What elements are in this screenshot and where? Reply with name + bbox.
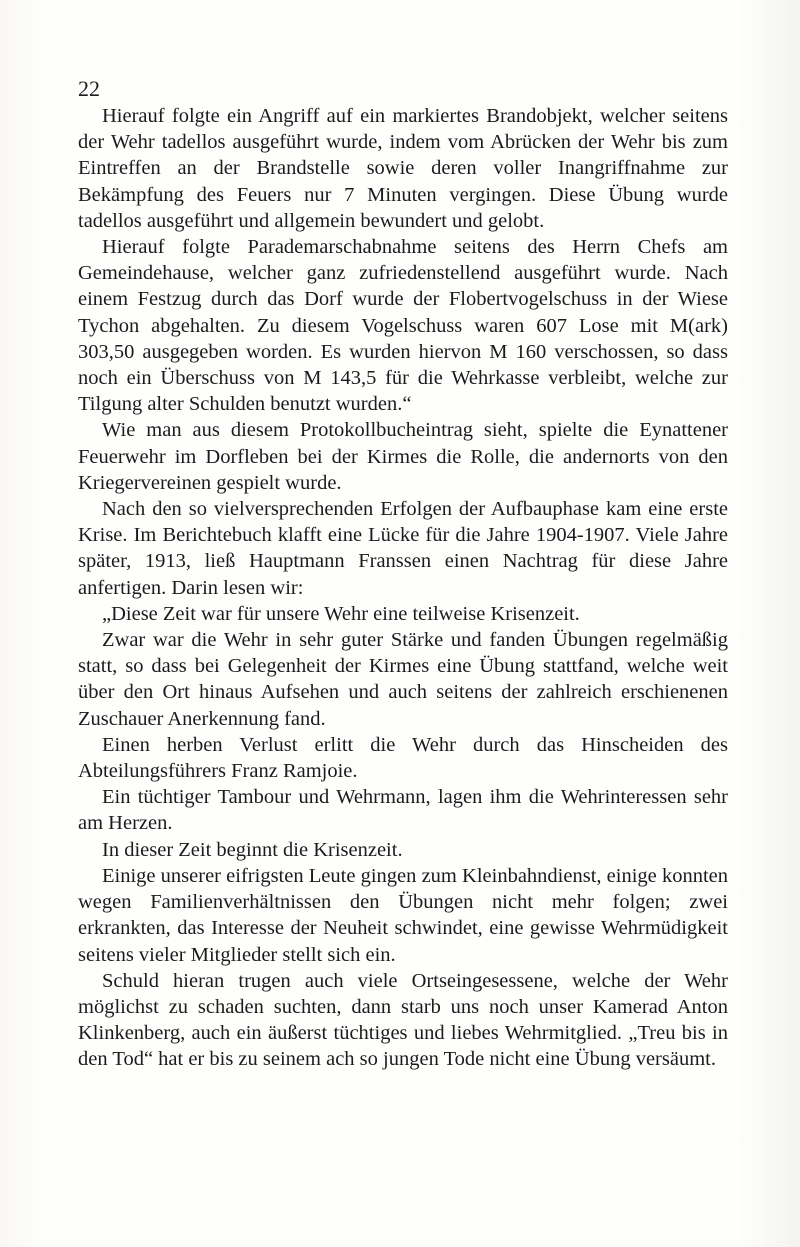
paragraph-quote-krisenzeit: „Diese Zeit war für unsere Wehr eine teilweise Krisenzeit. [102,602,580,625]
paragraph-kleinbahndienst: Einige unserer eifrigsten Leute gingen zum Kleinbahndienst, einige konnten wegen Familienverhältnissen den Übungen nicht mehr folgen; zwei erkrankten, das Interesse der Neuheit schwindet, eine gewisse Wehrmüdigkeit seitens vieler Mitglieder stellt sich ein. [78,864,728,966]
paragraph-verlust: Einen herben Verlust erlitt die Wehr durch das Hinscheiden des Abteilungsführers Franz Ramjoie. [78,733,728,783]
paragraph-schuld: Schuld hieran trugen auch viele Ortseingesessene, welche der Wehr möglichst zu schaden suchten, dann starb uns noch unser Kamerad Anton Klinkenberg, auch ein äußerst tüchtiges und liebes Wehrmitglied. „Treu bis in den Tod“ hat er bis zu seinem ach so jungen Tode nicht eine Übung versäumt. [78,969,728,1071]
paragraph-erste-krise: Nach den so vielversprechenden Erfolgen der Aufbauphase kam eine erste Krise. Im Berichtebuch klafft eine Lücke für die Jahre 1904-1907. Viele Jahre später, 1913, ließ Hauptmann Franssen einen Nachtrag für diese Jahre anfertigen. Darin lesen wir: [78,498,728,599]
paragraph-parademarsch: Hierauf folgte Parademarschabnahme seitens des Herrn Chefs am Gemeindehause, welcher ganz zufriedenstellend ausgeführt wurde. Nach einem Festzug durch das Dorf wurde der Flobertvogelschuss in der Wiese Tychon abgehalten. Zu diesem Vogelschuss waren 607 Lose mit M(ark) 303,50 ausgegeben worden. Es wurden hiervon M 160 verschossen, so dass noch ein Überschuss von M 143,5 für die Wehrkasse verbleibt, welche zur Tilgung alter Schulden benutzt wurden.“ [78,236,728,416]
page-number: 22 [78,76,100,101]
paragraph-angriff: Hierauf folgte ein Angriff auf ein markiertes Brandobjekt, welcher seitens der Wehr tadellos ausgeführt wurde, indem vom Abrücken der Wehr bis zum Eintreffen an der Brandstelle sowie deren voller Inangriffnahme zur Bekämpfung des Feuers nur 7 Minuten vergingen. Diese Übung wurde tadellos ausgeführt und allgemein bewundert und gelobt. [78,105,728,232]
paragraph-protokollbuch: Wie man aus diesem Protokollbucheintrag sieht, spielte die Eynattener Feuerwehr im Dorfleben bei der Kirmes die Rolle, die andernorts von den Kriegervereinen gespielt wurde. [78,419,728,494]
page-body-text [78,103,728,1073]
paragraph-tambour: Ein tüchtiger Tambour und Wehrmann, lagen ihm die Wehrinteressen sehr am Herzen. [78,786,728,835]
paragraph-staerke-uebungen: Zwar war die Wehr in sehr guter Stärke und fanden Übungen regelmäßig statt, so dass bei Gelegenheit der Kirmes eine Übung stattfand, welche weit über den Ort hinaus Aufsehen und auch seitens der zahlreich erschienenen Zuschauer Anerkennung fand. [78,629,728,730]
paragraph-krisenzeit-beginnt: In dieser Zeit beginnt die Krisenzeit. [102,838,403,861]
